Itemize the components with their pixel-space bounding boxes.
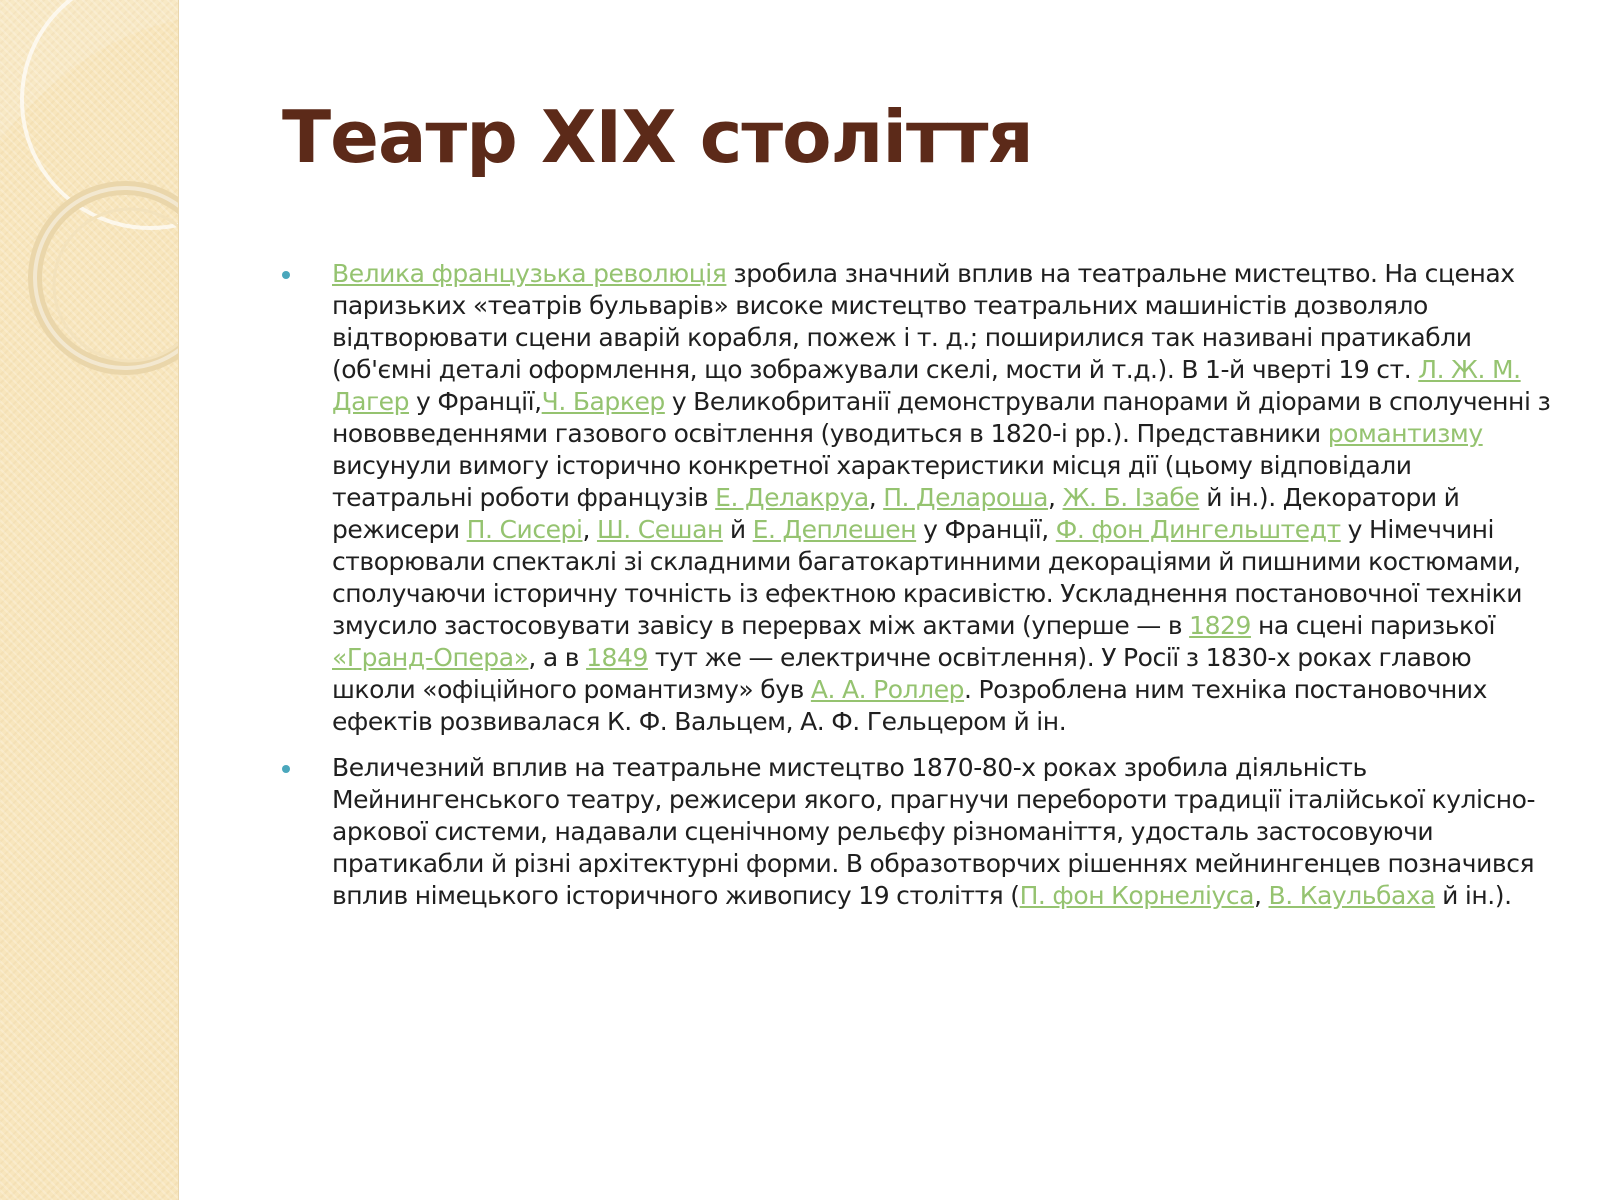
text-run: тут же — електричне освітлення). У Росії з 1830-х роках главою школи «офіційного романтизму» був — [332, 643, 1472, 704]
bullet-dot-icon — [282, 271, 290, 279]
text-run: , — [868, 483, 884, 512]
text-run: на сцені паризької — [1250, 611, 1495, 640]
bullet-list — [282, 258, 1552, 926]
hyperlink[interactable]: П. Сисері — [466, 515, 583, 544]
hyperlink[interactable]: П. фон Корнеліуса — [1019, 881, 1255, 910]
bullet-dot-icon — [282, 765, 290, 773]
text-run: , — [582, 515, 597, 544]
hyperlink[interactable]: 1849 — [586, 643, 648, 672]
hyperlink[interactable]: П. Делароша — [883, 483, 1049, 512]
hyperlink[interactable]: романтизму — [1327, 419, 1483, 448]
text-run: у Франції, — [916, 515, 1056, 544]
paragraph-text — [332, 259, 1550, 736]
text-run: . Розроблена ним техніка постановочних ефектів розвивалася К. Ф. Вальцем, А. Ф. Гельцером й ін. — [332, 675, 1487, 736]
text-run: , — [1254, 881, 1269, 910]
hyperlink[interactable]: А. А. Роллер — [810, 675, 965, 704]
hyperlink[interactable]: В. Каульбаха — [1268, 881, 1436, 910]
text-run: у Франції, — [409, 387, 542, 416]
slide-title: Театр XIX століття — [282, 95, 1033, 179]
paragraph-text — [332, 753, 1535, 910]
hyperlink[interactable]: Е. Делакруа — [715, 483, 869, 512]
text-run: й — [722, 515, 753, 544]
bullet-paragraph-2 — [282, 752, 1552, 912]
text-run: й ін.). Декоратори й режисери — [332, 483, 1460, 544]
text-run: зробила значний вплив на театральне мистецтво. На сценах паризьких «театрів бульварів» високе мистецтво театральних машиністів дозволяло відтворювати сцени аварій корабля, пожеж і т. д.; поширилися так називані пратикабли (об'ємні деталі оформлення, що зображували скелі, мости й т.д.). В 1-й чверті 19 ст. — [332, 259, 1515, 384]
hyperlink[interactable]: Ч. Баркер — [541, 387, 665, 416]
hyperlink[interactable]: «Гранд-Опера» — [332, 643, 529, 672]
hyperlink[interactable]: Л. Ж. М. Дагер — [332, 355, 1521, 416]
hyperlink[interactable]: Велика французька революція — [332, 259, 727, 288]
decorative-side-panel — [0, 0, 179, 1200]
text-run: , а в — [528, 643, 587, 672]
hyperlink[interactable]: Ф. фон Дингельштедт — [1055, 515, 1341, 544]
hyperlink[interactable]: Ж. Б. Ізабе — [1062, 483, 1200, 512]
text-run: у Великобританії демонстрували панорами й діорами в сполученні з нововведеннями газового освітлення (уводиться в 1820-і рр.). Представники — [332, 387, 1551, 448]
hyperlink[interactable]: 1829 — [1189, 611, 1251, 640]
text-run: й ін.). — [1435, 881, 1512, 910]
hyperlink[interactable]: Ш. Сешан — [596, 515, 723, 544]
decorative-rings-graphic — [0, 0, 178, 1200]
text-run: у Німеччині створювали спектаклі зі складними багатокартинними декораціями й пишними костюмами, сполучаючи історичну точність із ефектною красивістю. Ускладнення постановочної техніки змусило застосовувати завісу в перервах між актами (уперше — в — [332, 515, 1523, 640]
text-run: , — [1048, 483, 1063, 512]
text-run: Величезний вплив на театральне мистецтво 1870-80-х роках зробила діяльність Мейнингенського театру, режисери якого, прагнучи перебороти традиції італійської кулісно-аркової системи, надавали сценічному рельєфу різноманіття, удосталь застосовуючи пратикабли й різні архітектурні форми. В образотворчих рішеннях мейнингенцев позначився вплив німецького історичного живопису 19 століття ( — [332, 753, 1536, 910]
hyperlink[interactable]: Е. Деплешен — [752, 515, 917, 544]
bullet-paragraph-1 — [282, 258, 1552, 738]
text-run: висунули вимогу історично конкретної характеристики місця дії (цьому відповідали театральні роботи французів — [332, 451, 1412, 512]
